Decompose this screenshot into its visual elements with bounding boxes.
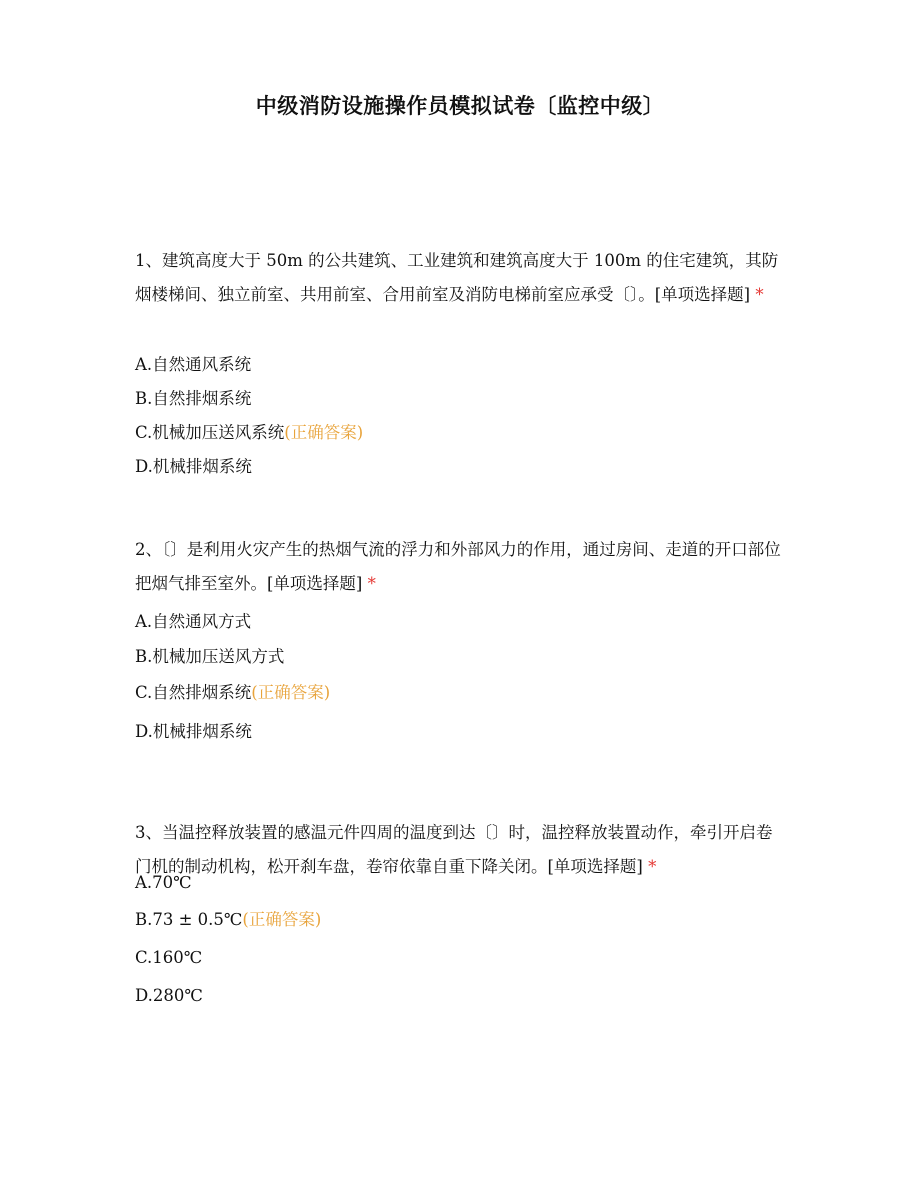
question-2-option-c[interactable] [135,682,330,704]
question-2-text [135,533,785,601]
option-label: C.自然排烟系统 [135,683,252,702]
question-3 [135,816,785,1005]
question-2-option-d[interactable] [135,721,252,743]
correct-answer-mark: (正确答案) [242,910,322,929]
correct-answer-mark: (正确答案) [284,423,364,442]
question-2-option-a[interactable] [135,611,251,633]
question-1-stem: 1、建筑高度大于 50m 的公共建筑、工业建筑和建筑高度大于 100m 的住宅建筑，其防烟楼梯间、独立前室、共用前室、合用前室及消防电梯前室应承受〔〕。[单项选择题] [135,251,779,304]
option-label: A.70℃ [135,873,192,892]
option-label: A.自然通风系统 [135,355,252,374]
option-label: B.机械加压送风方式 [135,647,285,666]
question-3-option-a[interactable] [135,872,192,894]
option-label: D.280℃ [135,986,203,1005]
question-3-option-d[interactable] [135,985,203,1007]
option-label: D.机械排烟系统 [135,722,252,741]
question-1-option-d[interactable] [135,456,252,478]
question-1-option-a[interactable] [135,354,251,376]
required-star: * [755,285,764,304]
page-title: 中级消防设施操作员模拟试卷〔监控中级〕 [255,94,665,118]
question-3-stem: 3、当温控释放装置的感温元件四周的温度到达〔〕时，温控释放装置动作，牵引开启卷门机的制动机构，松开刹车盘，卷帘依靠自重下降关闭。[单项选择题] [135,823,773,876]
question-3-option-b[interactable] [135,909,321,931]
option-label: C.机械加压送风系统 [135,423,285,442]
question-2-stem: 2、〔〕是利用火灾产生的热烟气流的浮力和外部风力的作用，通过房间、走道的开口部位把烟气排至室外。[单项选择题] [135,540,781,593]
question-1-option-b[interactable] [135,388,251,410]
required-star: * [367,574,376,593]
option-label: A.自然通风方式 [135,612,252,631]
correct-answer-mark: (正确答案) [251,683,331,702]
question-1-text [135,244,785,312]
required-star: * [648,857,657,876]
question-2-option-b[interactable] [135,646,284,668]
question-2 [135,533,785,741]
option-label: B.73 ± 0.5℃ [135,910,243,929]
question-1-option-c[interactable] [135,422,363,444]
option-label: B.自然排烟系统 [135,389,252,408]
question-3-option-c[interactable] [135,947,202,969]
option-label: D.机械排烟系统 [135,457,252,476]
question-1 [135,244,785,476]
option-label: C.160℃ [135,948,203,967]
question-3-text [135,816,785,884]
